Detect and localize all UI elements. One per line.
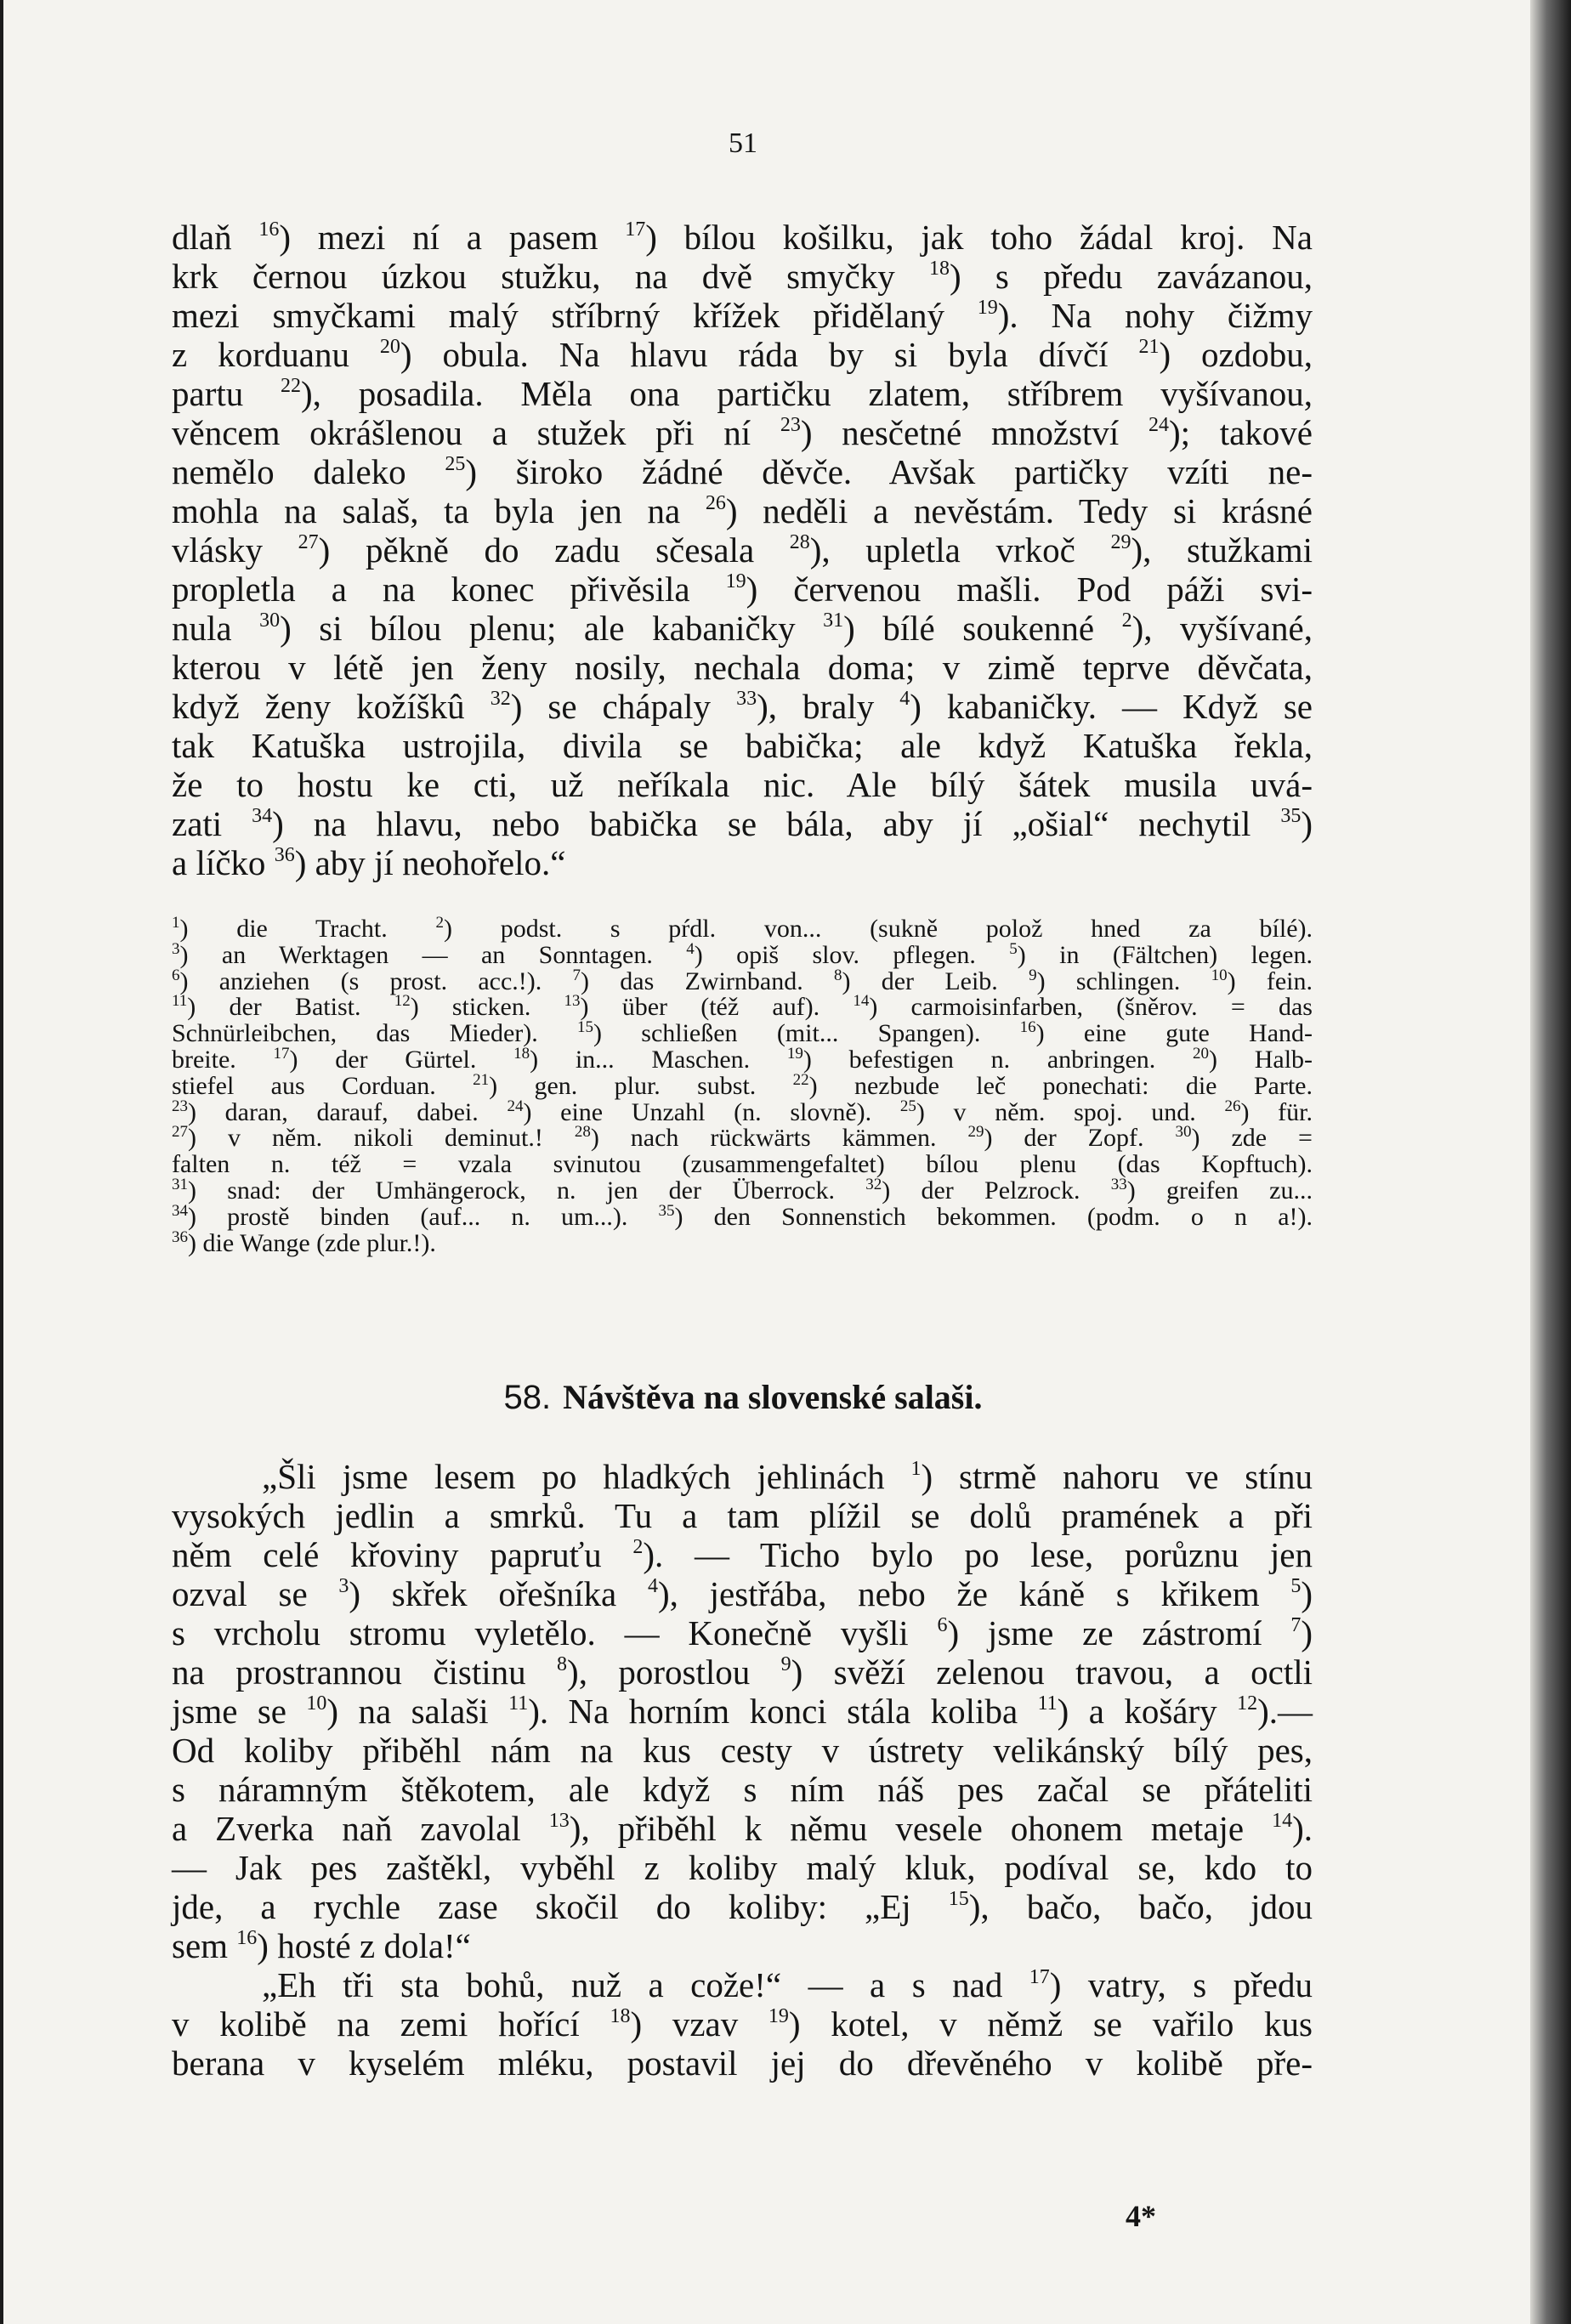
footnote-marker: 15 — [577, 1018, 594, 1037]
text-run: kterou v létě jen ženy nosily, nechala doma; v zimě teprve děvčata, — [172, 648, 1313, 687]
text-run: ) jsme ze zástromí — [947, 1613, 1291, 1652]
text-run: ) eine gute Hand- — [1035, 1019, 1313, 1048]
text-line — [172, 374, 1313, 413]
text-line — [172, 1926, 1313, 1965]
footnote-marker: 12 — [394, 992, 411, 1011]
footnote-marker: 2 — [632, 1536, 644, 1558]
text-line — [172, 335, 1313, 374]
footnote-marker: 29 — [967, 1123, 984, 1142]
text-run: ), stužkami — [1131, 530, 1313, 570]
text-run: ) podst. s pŕdl. von... (sukně polož hned za bílé). — [443, 915, 1313, 943]
footnote-marker: 14 — [853, 992, 870, 1011]
footnote-marker: 22 — [281, 375, 302, 397]
text-line — [172, 916, 1313, 943]
footnote-marker: 13 — [548, 1810, 570, 1832]
text-run: ) greifen zu... — [1126, 1176, 1313, 1205]
paragraph — [172, 218, 1313, 882]
text-run: ) befestigen n. anbringen. — [803, 1045, 1193, 1074]
text-run: ) bílou košilku, jak toho žádal kroj. Na — [645, 218, 1313, 257]
text-line — [172, 687, 1313, 726]
footnote-marker: 14 — [1272, 1810, 1293, 1832]
text-line — [172, 1574, 1313, 1613]
footnote-marker: 18 — [929, 258, 950, 280]
text-run: ), bačo, bačo, jdou — [968, 1887, 1313, 1926]
footnote-marker: 13 — [564, 992, 581, 1011]
text-run: dlaň — [172, 218, 259, 257]
footnote-marker: 8 — [833, 966, 842, 984]
text-run: ) neděli a nevěstám. Tedy si krásné — [725, 491, 1313, 530]
text-run: falten n. též = vzala svinutou (zusammengefaltet) bílou plenu (das Kopftuch). — [172, 1150, 1313, 1179]
text-run: ) der Pelzrock. — [882, 1176, 1111, 1205]
text-line — [172, 1227, 1313, 1257]
text-line — [172, 1770, 1313, 1809]
footnote-marker: 18 — [610, 2005, 631, 2027]
text-line — [172, 1018, 1313, 1048]
text-run: ) der Gürtel. — [289, 1045, 514, 1074]
footnote-marker: 5 — [1290, 1575, 1302, 1597]
text-line — [172, 570, 1313, 609]
text-run: ) das Zwirnband. — [581, 966, 834, 995]
text-run: ); takové — [1168, 413, 1313, 452]
footnote-marker: 32 — [490, 688, 511, 710]
text-line — [172, 1652, 1313, 1692]
text-line — [172, 413, 1313, 452]
footnote-marker: 25 — [445, 453, 466, 475]
footnote-marker: 17 — [1029, 1966, 1050, 1988]
text-line — [172, 939, 1313, 969]
text-run: ) für. — [1240, 1097, 1313, 1126]
text-line — [172, 648, 1313, 687]
text-line — [172, 992, 1313, 1022]
text-run: stiefel aus Corduan. — [172, 1071, 474, 1100]
text-run: ) v něm. nikoli deminut.! — [188, 1124, 575, 1153]
text-run: ). Na nohy čižmy — [997, 296, 1313, 335]
paragraph — [172, 1457, 1313, 2083]
footnote-marker: 4 — [686, 939, 695, 958]
text-line — [172, 609, 1313, 648]
page-edge — [1530, 0, 1571, 2324]
footnote-marker: 5 — [1009, 939, 1018, 958]
footnote-marker: 16 — [236, 1927, 258, 1949]
footnote-marker: 28 — [574, 1123, 591, 1142]
text-run: sem — [172, 1926, 237, 1965]
text-line — [172, 452, 1313, 491]
footnote-marker: 27 — [298, 531, 319, 553]
text-run: ) schlingen. — [1036, 966, 1211, 995]
text-run: zati — [172, 804, 252, 843]
text-line — [172, 726, 1313, 765]
text-run: ) die Wange (zde plur.!). — [188, 1228, 436, 1257]
text-line — [172, 2043, 1313, 2083]
footnote-marker: 31 — [172, 1175, 188, 1193]
text-run: ), porostlou — [567, 1652, 781, 1692]
text-run: ) si bílou plenu; ale kabaničky — [280, 609, 824, 648]
footnote-marker: 11 — [172, 992, 188, 1011]
text-run: ), posadila. Měla ona partičku zlatem, stříbrem vyšívanou, — [301, 374, 1313, 413]
text-run: ) strmě nahoru ve stínu — [921, 1457, 1313, 1496]
footnote-marker: 26 — [705, 492, 726, 514]
footnote-marker: 28 — [789, 531, 810, 553]
section-number: 58. — [503, 1379, 552, 1416]
text-run: ) den Sonnenstich bekommen. (podm. o n a!). — [674, 1202, 1313, 1231]
text-run: ) v něm. spoj. und. — [916, 1097, 1225, 1126]
text-line — [172, 1692, 1313, 1731]
text-run: ) der Leib. — [842, 966, 1029, 995]
text-run: ) nach rückwärts kämmen. — [590, 1124, 968, 1153]
text-run: ) prostě binden (auf... n. um...). — [188, 1202, 659, 1231]
footnote-marker: 8 — [557, 1653, 568, 1675]
footnote-marker: 27 — [172, 1123, 188, 1142]
footnote-marker: 35 — [1280, 805, 1302, 827]
text-run: jde, a rychle zase skočil do koliby: „Ej — [172, 1887, 949, 1926]
text-run: ) a košáry — [1057, 1692, 1238, 1731]
footnote-marker: 11 — [1037, 1692, 1058, 1715]
text-run: ) snad: der Umhängerock, n. jen der Überrock. — [188, 1176, 866, 1205]
text-run: ), jestřába, nebo že káně s křikem — [657, 1574, 1291, 1613]
text-line — [172, 1809, 1313, 1848]
footnote-marker: 9 — [1029, 966, 1037, 984]
section-title: Návštěva na slovenské salaši. — [563, 1378, 983, 1416]
text-run: na prostrannou čistinu — [172, 1652, 558, 1692]
footnote-marker: 19 — [725, 570, 746, 592]
footnote-marker: 17 — [625, 218, 646, 241]
footnote-marker: 2 — [435, 914, 444, 932]
text-run: jsme se — [172, 1692, 307, 1731]
text-run: vlásky — [172, 530, 298, 570]
footnote-marker: 10 — [306, 1692, 327, 1715]
text-run: ) der Zopf. — [984, 1124, 1176, 1153]
text-line — [172, 1496, 1313, 1535]
footnote-marker: 20 — [1193, 1044, 1209, 1063]
footnote-marker: 24 — [507, 1097, 524, 1115]
text-run: s vrcholu stromu vyletělo. — Konečně vyšli — [172, 1613, 938, 1652]
text-run: ) mezi ní a pasem — [279, 218, 626, 257]
text-line — [172, 804, 1313, 843]
footnote-marker: 4 — [899, 688, 910, 710]
footnote-marker: 36 — [172, 1227, 188, 1246]
footnote-marker: 3 — [338, 1575, 349, 1597]
footnote-marker: 6 — [937, 1614, 948, 1636]
text-run: ) zde = — [1191, 1124, 1313, 1153]
footnote-marker: 30 — [259, 609, 281, 632]
text-run: ) sticken. — [410, 993, 564, 1022]
text-run: krk černou úzkou stužku, na dvě smyčky — [172, 257, 929, 296]
text-run: nemělo daleko — [172, 452, 445, 491]
text-run: ) der Batist. — [187, 993, 394, 1022]
footnote-marker: 19 — [768, 2005, 789, 2027]
text-run: partu — [172, 374, 281, 413]
text-run: ) carmoisinfarben, (šněrov. = das — [869, 993, 1313, 1022]
text-run: breite. — [172, 1045, 274, 1074]
text-run: ) vatry, s předu — [1049, 1965, 1313, 2004]
footnotes — [172, 916, 1313, 1256]
footnote-marker: 11 — [508, 1692, 529, 1715]
text-run: s náramným štěkotem, ale když s ním náš pes začal se přáteliti — [172, 1770, 1313, 1809]
footnote-marker: 31 — [823, 609, 844, 632]
text-line — [172, 296, 1313, 335]
text-line — [172, 966, 1313, 995]
text-run: ) ozdobu, — [1159, 335, 1313, 374]
text-run: Od koliby přiběhl nám na kus cesty v ústrety velikánský bílý pes, — [172, 1731, 1313, 1770]
text-run: ) über (též auf). — [580, 993, 854, 1022]
text-run: ), upletla vrkoč — [809, 530, 1111, 570]
text-run: ) na hlavu, nebo babička se bála, aby jí „ošial“ nechytil — [272, 804, 1281, 843]
text-line — [172, 2004, 1313, 2043]
text-run: ) červenou mašli. Pod páži svi- — [746, 570, 1313, 609]
text-run: ) nesčetné množství — [800, 413, 1148, 452]
text-line — [172, 765, 1313, 804]
text-run: ) svěží zelenou travou, a octli — [791, 1652, 1313, 1692]
text-run: z korduanu — [172, 335, 380, 374]
text-line — [172, 1731, 1313, 1770]
text-run: ) pěkně do zadu sčesala — [318, 530, 790, 570]
text-line — [172, 1457, 1313, 1496]
footnote-marker: 26 — [1224, 1097, 1241, 1115]
footnote-marker: 21 — [473, 1070, 490, 1089]
text-run: a líčko — [172, 843, 275, 882]
text-run: ) Halb- — [1209, 1045, 1313, 1074]
section-heading — [3, 1377, 1483, 1417]
text-run: ) obula. Na hlavu ráda by si byla dívčí — [400, 335, 1139, 374]
text-run: tak Katuška ustrojila, divila se babička; ale když Katuška řekla, — [172, 726, 1313, 765]
text-run: ).— — [1257, 1692, 1313, 1731]
text-line — [172, 257, 1313, 296]
text-run: ) daran, darauf, dabei. — [188, 1097, 508, 1126]
text-run: ) skřek ořešníka — [349, 1574, 648, 1613]
text-run: ) in... Maschen. — [530, 1045, 787, 1074]
text-line — [172, 843, 1313, 882]
text-line — [172, 1848, 1313, 1887]
text-line — [172, 1097, 1313, 1126]
text-run: ). — [1292, 1809, 1313, 1848]
text-run: něm celé křoviny papruťu — [172, 1535, 633, 1574]
footnote-marker: 7 — [572, 966, 581, 984]
footnote-marker: 10 — [1211, 966, 1228, 984]
footnote-marker: 17 — [273, 1044, 290, 1063]
text-line — [172, 491, 1313, 530]
footnote-marker: 3 — [172, 939, 180, 958]
text-run: ) kabaničky. — Když se — [910, 687, 1313, 726]
text-run: ) die Tracht. — [179, 915, 436, 943]
text-run: ), přiběhl k němu vesele ohonem metaje — [569, 1809, 1273, 1848]
text-run: ), braly — [757, 687, 900, 726]
footnote-marker: 22 — [792, 1070, 809, 1089]
text-run: ) opiš slov. pflegen. — [694, 940, 1010, 969]
footnote-marker: 30 — [1175, 1123, 1192, 1142]
text-run: ) eine Unzahl (n. slovně). — [523, 1097, 900, 1126]
footnote-marker: 25 — [899, 1097, 916, 1115]
footnote-marker: 4 — [647, 1575, 658, 1597]
footnote-marker: 29 — [1110, 531, 1131, 553]
text-run: ) aby jí neohořelo.“ — [294, 843, 566, 882]
footnote-marker: 24 — [1148, 414, 1169, 436]
text-run: když ženy kožíškû — [172, 687, 491, 726]
section-2-text — [172, 1457, 1313, 2083]
text-run: v kolibě na zemi hořící — [172, 2004, 610, 2043]
text-run: ) — [1301, 1613, 1313, 1652]
footnote-marker: 16 — [258, 218, 280, 241]
text-line — [172, 1175, 1313, 1205]
footnote-marker: 7 — [1290, 1614, 1302, 1636]
text-run: vysokých jedlin a smrků. Tu a tam plížil se dolů pramének a při — [172, 1496, 1313, 1535]
footnote-marker: 9 — [780, 1653, 791, 1675]
footnote-marker: 18 — [513, 1044, 530, 1063]
footnote-marker: 19 — [977, 297, 998, 319]
text-line — [172, 1201, 1313, 1231]
text-run: ) s předu zavázanou, — [950, 257, 1313, 296]
text-run: „Šli jsme lesem po hladkých jehlinách — [262, 1457, 911, 1496]
text-run: ) hosté z dola!“ — [257, 1926, 471, 1965]
text-run: ) bílé soukenné — [843, 609, 1122, 648]
text-run: mohla na salaš, ta byla jen na — [172, 491, 706, 530]
text-run: ) vzav — [630, 2004, 768, 2043]
footnote-marker: 12 — [1237, 1692, 1258, 1715]
footnote-marker: 16 — [1019, 1018, 1036, 1037]
page-number: 51 — [729, 128, 757, 159]
text-run: ) kotel, v němž se vařilo kus — [788, 2004, 1313, 2043]
text-line — [172, 1070, 1313, 1100]
text-run: ) — [1301, 1574, 1313, 1613]
footnote-marker: 33 — [1110, 1175, 1127, 1193]
text-run: ). Na horním konci stála koliba — [528, 1692, 1038, 1731]
text-run: — Jak pes zaštěkl, vyběhl z koliby malý kluk, podíval se, kdo to — [172, 1848, 1313, 1887]
signature-mark: 4* — [1126, 2199, 1156, 2233]
text-run: mezi smyčkami malý stříbrný křížek přidělaný — [172, 296, 978, 335]
footnote-marker: 21 — [1138, 336, 1160, 358]
footnote-marker: 6 — [172, 966, 180, 984]
text-run: ). — Ticho bylo po lese, porůznu jen — [643, 1535, 1313, 1574]
footnote-marker: 23 — [780, 414, 801, 436]
text-line — [172, 1965, 1313, 2004]
text-line — [172, 1613, 1313, 1652]
text-run: ), vyšívané, — [1131, 609, 1313, 648]
text-run: ) anziehen (s prost. acc.!). — [179, 966, 573, 995]
text-run: ) gen. plur. subst. — [489, 1071, 793, 1100]
footnote-marker: 33 — [736, 688, 757, 710]
footnote-marker: 35 — [658, 1201, 675, 1220]
text-line — [172, 1535, 1313, 1574]
text-run: ) nezbude leč ponechati: die Parte. — [808, 1071, 1313, 1100]
text-run: propletla a na konec přivěsila — [172, 570, 726, 609]
text-run: nula — [172, 609, 260, 648]
footnote-marker: 15 — [948, 1888, 969, 1910]
text-line — [172, 1152, 1313, 1178]
text-line — [172, 530, 1313, 570]
text-run: „Eh tři sta bohů, nuž a cože!“ — a s nad — [262, 1965, 1029, 2004]
text-run: ) široko žádné děvče. Avšak partičky vzíti ne- — [465, 452, 1313, 491]
footnote-marker: 19 — [786, 1044, 803, 1063]
text-run: že to hostu ke cti, už neříkala nic. Ale bílý šátek musila uvá- — [172, 765, 1313, 804]
text-line — [172, 1125, 1313, 1152]
text-run: berana v kyselém mléku, postavil jej do dřevěného v kolibě pře- — [172, 2043, 1313, 2083]
footnote-marker: 32 — [865, 1175, 882, 1193]
text-run: ozval se — [172, 1574, 339, 1613]
footnote-marker: 34 — [252, 805, 273, 827]
footnote-marker: 20 — [379, 336, 400, 358]
text-line — [172, 1044, 1313, 1074]
footnote-marker: 34 — [172, 1201, 188, 1220]
footnote-marker: 36 — [274, 844, 295, 866]
text-run: ) in (Fältchen) legen. — [1017, 940, 1313, 969]
footnote-marker: 1 — [910, 1458, 922, 1480]
footnote-marker: 23 — [172, 1097, 188, 1115]
text-run: ) an Werktagen — an Sonntagen. — [179, 940, 687, 969]
text-run: ) se chápaly — [510, 687, 737, 726]
text-run: ) na salaši — [326, 1692, 509, 1731]
section-1-text — [172, 218, 1313, 882]
text-run: ) — [1301, 804, 1313, 843]
text-run: Schnürleibchen, das Mieder). — [172, 1019, 578, 1048]
text-run: věncem okrášlenou a stužek při ní — [172, 413, 780, 452]
text-run: ) fein. — [1227, 966, 1313, 995]
text-line — [172, 1887, 1313, 1926]
text-line — [172, 218, 1313, 257]
text-run: ) schließen (mit... Spangen). — [593, 1019, 1020, 1048]
text-run: a Zverka naň zavolal — [172, 1809, 549, 1848]
footnote-marker: 1 — [172, 914, 180, 932]
footnote-marker: 2 — [1121, 609, 1132, 632]
